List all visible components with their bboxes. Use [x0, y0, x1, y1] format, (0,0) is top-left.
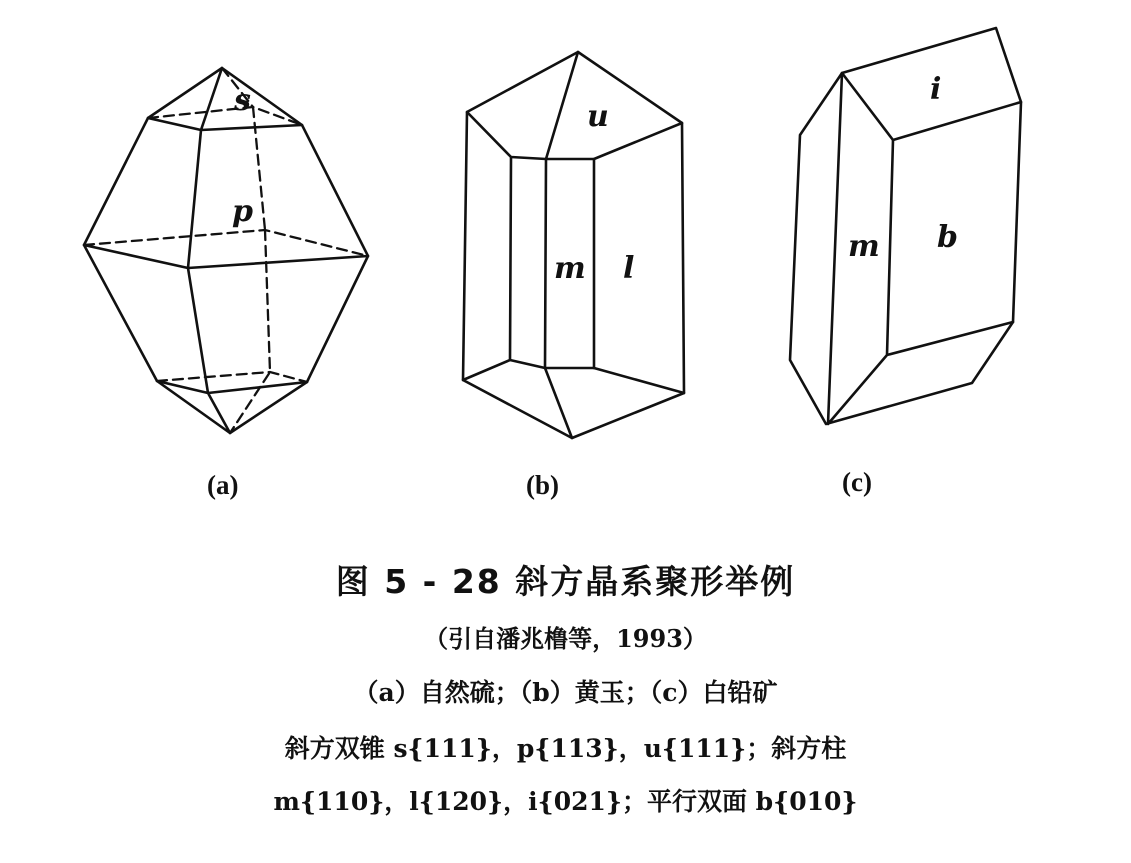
figure-forms-line-1: 斜方双锥 s{111}，p{113}，u{111}；斜方柱	[284, 734, 847, 763]
crystal-c-face-label: b	[937, 220, 958, 255]
crystal-a-face-label: p	[232, 194, 253, 229]
crystal-a-bottom-front-edges	[157, 268, 307, 433]
figure-minerals: （a）自然硫；（b）黄玉；（c）白铅矿	[353, 678, 778, 707]
crystal-b-outline	[463, 52, 684, 438]
figure-forms-line-2: m{110}，l{120}，i{021}；平行双面 b{010}	[273, 787, 858, 816]
crystal-c-cerussite	[790, 28, 1021, 497]
crystal-b-face-label: u	[587, 99, 609, 134]
crystal-c-face-label: m	[848, 229, 880, 264]
crystal-a-outline	[84, 68, 368, 433]
panel-a-label: (a)	[207, 470, 239, 500]
crystal-b-face-label: m	[554, 251, 586, 286]
crystal-a-face-label: s	[234, 83, 251, 118]
panel-b-label: (b)	[526, 470, 559, 500]
crystal-a-hidden-top	[148, 68, 302, 125]
crystal-a-sulfur	[84, 68, 368, 500]
crystal-a-top-front-edges	[148, 68, 302, 130]
crystal-b-face-label: l	[623, 251, 635, 286]
crystal-c-outline	[790, 28, 1021, 424]
figure-source: （引自潘兆橹等，1993）	[424, 624, 707, 653]
crystal-b-top-edges	[467, 52, 682, 159]
crystal-b-topaz	[463, 52, 684, 500]
figure-title: 图 5 - 28 斜方晶系聚形举例	[335, 562, 796, 601]
crystal-a-middle-front-edges	[84, 130, 368, 268]
panel-c-label: (c)	[842, 467, 872, 497]
crystal-c-face-label: i	[930, 72, 942, 107]
